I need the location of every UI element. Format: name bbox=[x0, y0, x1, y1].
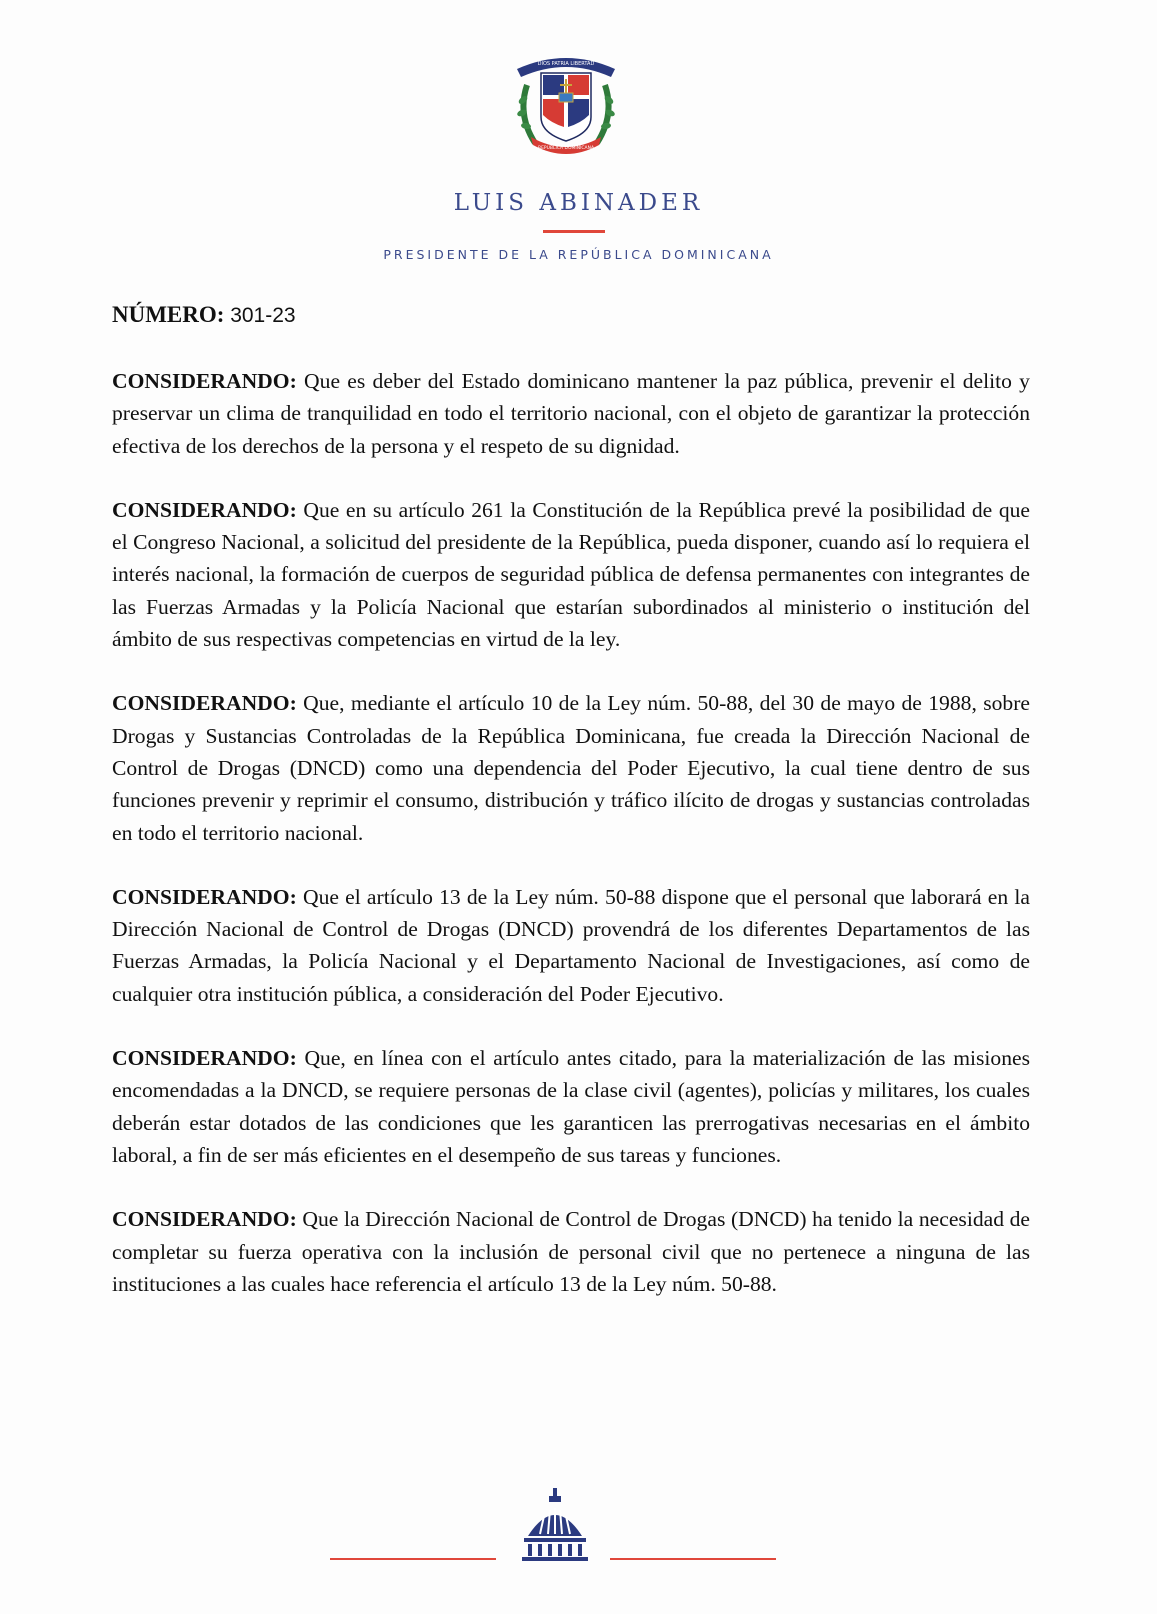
national-palace-icon bbox=[520, 1488, 590, 1563]
considerando-paragraph bbox=[112, 881, 1030, 1010]
considerando-text: Que, mediante el artículo 10 de la Ley núm. 50-88, del 30 de mayo de 1988, sobre Drogas y Sustancias Controladas de la República Dominicana, fue creada la Dirección Nacional de Control de Drogas (DNCD) como una dependencia del Poder Ejecutivo, la cual tiene dentro de sus funciones prevenir y reprimir el consumo, distribución y tráfico ilícito de drogas y sustancias controladas en todo el territorio nacional. bbox=[112, 691, 1030, 845]
decree-number-label: NÚMERO: bbox=[112, 302, 225, 327]
considerando-lead: CONSIDERANDO: bbox=[112, 691, 297, 716]
considerando-text: Que en su artículo 261 la Constitución de la República prevé la posibilidad de que el Congreso Nacional, a solicitud del presidente de la República, pueda disponer, cuando así lo requiera el interés nacional, la formación de cuerpos de seguridad pública de defensa permanentes con integrantes de las Fuerzas Armadas y la Policía Nacional que estarían subordinados al ministerio o institución del ámbito de sus respectivas competencias en virtud de la ley. bbox=[112, 497, 1030, 652]
considerando-text: Que la Dirección Nacional de Control de Drogas (DNCD) ha tenido la necesidad de completar su fuerza operativa con la inclusión de personal civil que no pertenece a ninguna de las instituciones a las cuales hace referencia el artículo 13 de la Ley núm. 50-88. bbox=[112, 1207, 1030, 1296]
decree-number bbox=[112, 302, 296, 328]
considerando-paragraph bbox=[112, 494, 1030, 655]
decree-number-value: 301-23 bbox=[230, 304, 296, 327]
president-name: LUIS ABINADER bbox=[453, 190, 704, 216]
considerando-paragraph bbox=[112, 365, 1030, 462]
office-title: PRESIDENTE DE LA REPÚBLICA DOMINICANA bbox=[383, 247, 774, 262]
considerando-lead: CONSIDERANDO: bbox=[112, 369, 297, 393]
seal-ribbon-top: DIOS PATRIA LIBERTAD bbox=[537, 61, 595, 67]
considerando-paragraph bbox=[112, 1042, 1030, 1171]
considerando-list bbox=[112, 365, 1030, 1332]
seal-ribbon-bottom: REPUBLICA DOMINICANA bbox=[537, 146, 595, 151]
considerando-lead: CONSIDERANDO: bbox=[112, 1046, 297, 1071]
name-divider bbox=[543, 230, 605, 233]
considerando-text: Que el artículo 13 de la Ley núm. 50-88 dispone que el personal que laborará en la Dirección Nacional de Control de Drogas (DNCD) provendrá de los diferentes Departamentos de las Fuerzas Armadas, la Policía Nacional y el Departamento Nacional de Investigaciones, así como de cualquier otra institución pública, a consideración del Poder Ejecutivo. bbox=[112, 884, 1030, 1006]
considerando-lead: CONSIDERANDO: bbox=[112, 497, 297, 522]
footer-rule-left bbox=[330, 1558, 496, 1560]
considerando-lead: CONSIDERANDO: bbox=[112, 1207, 297, 1232]
considerando-paragraph bbox=[112, 687, 1030, 848]
considerando-lead: CONSIDERANDO: bbox=[112, 884, 297, 909]
coat-of-arms-icon bbox=[513, 45, 619, 157]
considerando-text: Que es deber del Estado dominicano mantener la paz pública, prevenir el delito y preservar un clima de tranquilidad en todo el territorio nacional, con el objeto de garantizar la protección efectiva de los derechos de la persona y el respeto de su dignidad. bbox=[112, 369, 1030, 458]
considerando-paragraph bbox=[112, 1203, 1030, 1300]
footer-rule-right bbox=[610, 1558, 776, 1560]
considerando-text: Que, en línea con el artículo antes citado, para la materialización de las misiones encomendadas a la DNCD, se requiere personas de la clase civil (agentes), policías y militares, los cuales deberán estar dotados de las condiciones que les garanticen las prerrogativas necesarias en el ámbito laboral, a fin de ser más eficientes en el desempeño de sus tareas y funciones. bbox=[112, 1046, 1030, 1167]
